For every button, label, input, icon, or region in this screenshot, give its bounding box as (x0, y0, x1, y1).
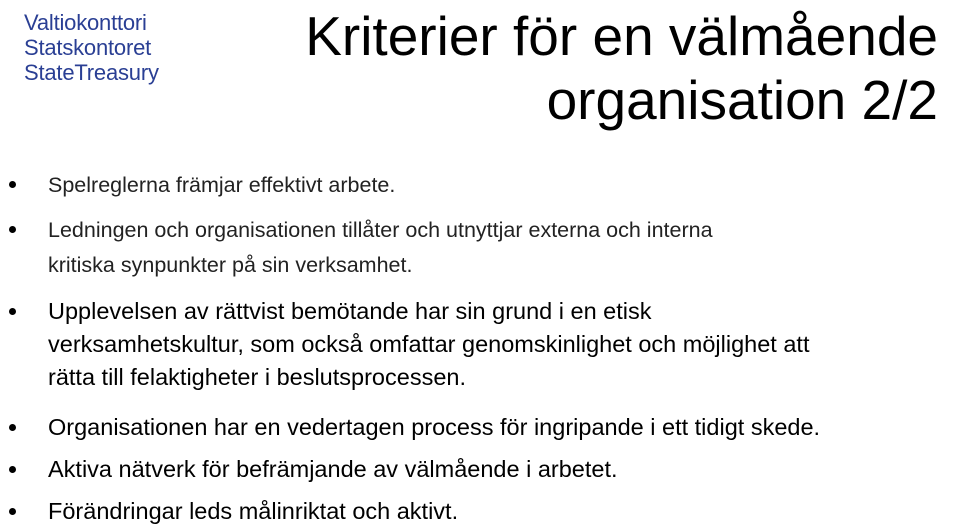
bullet-dot (9, 424, 16, 431)
bullet-text: Förändringar leds målinriktat och aktivt. (48, 498, 459, 524)
logo-line-finnish: Valtiokonttori (24, 10, 147, 35)
bullet-text: Spelreglerna främjar effektivt arbete. (48, 173, 396, 197)
slide-title (218, 4, 938, 132)
bullet-dot (9, 226, 16, 233)
bullet-dot (9, 466, 16, 473)
slide-title-line-2: organisation 2/2 (546, 69, 938, 131)
bullet-text: Organisationen har en vedertagen process för ingripande i ett tidigt skede. (48, 414, 821, 440)
bullet-text: Ledningen och organisationen tillåter och utnyttjar externa och interna kritiska synpunkter på sin verksamhet. (48, 218, 713, 277)
bullet-text: Upplevelsen av rättvist bemötande har sin grund i en etisk verksamhetskultur, som också omfattar genomskinlighet och möjlighet att rätta till felaktigheter i beslutsprocessen. (48, 298, 810, 390)
logo-line-swedish: Statskontoret (24, 35, 152, 60)
bullet-dot (9, 181, 16, 188)
bullet-text: Aktiva nätverk för befrämjande av välmående i arbetet. (48, 456, 618, 482)
state-treasury-logo (24, 10, 194, 85)
bullet-dot (9, 308, 16, 315)
logo-line-english: StateTreasury (24, 60, 159, 85)
bullet-dot (9, 508, 16, 515)
slide-title-line-1: Kriterier för en välmående (305, 5, 938, 67)
